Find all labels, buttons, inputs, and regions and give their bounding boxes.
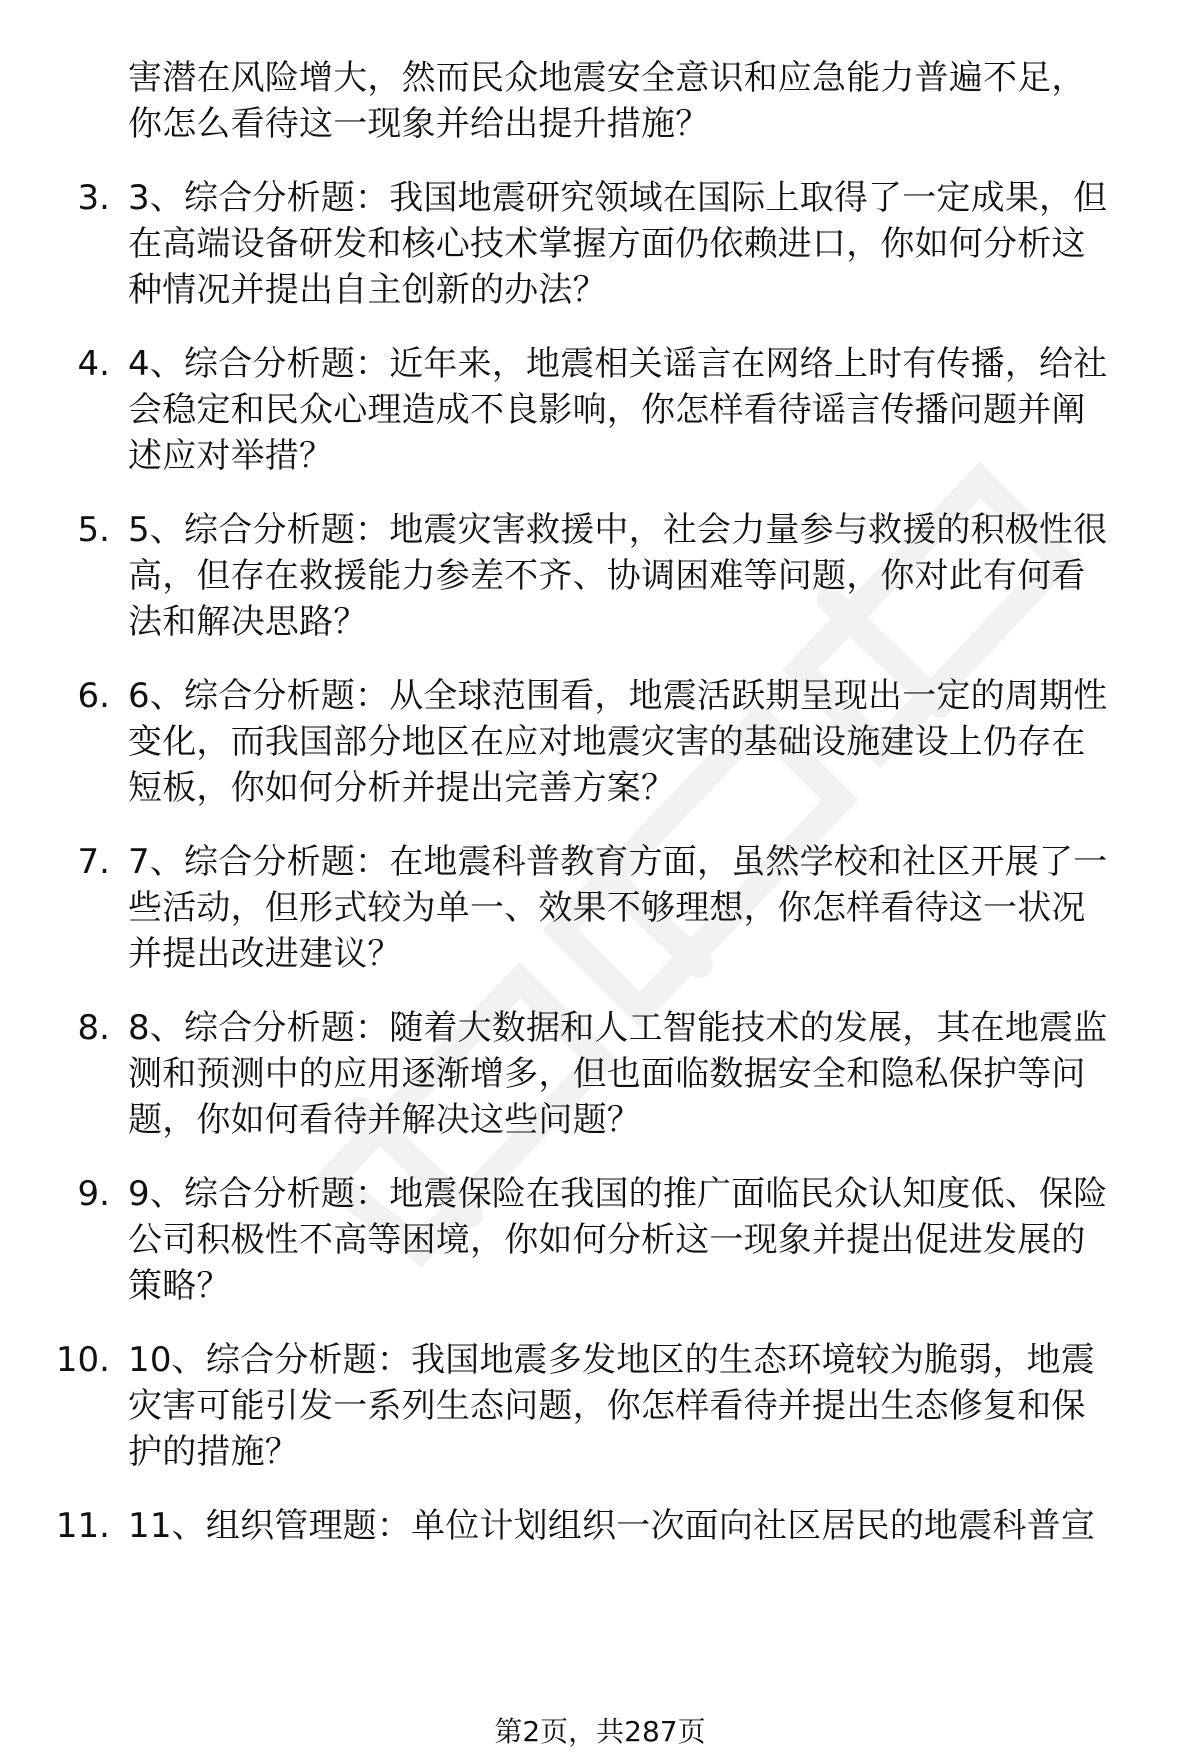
item-text-line: 灾害可能引发一系列生态问题，你怎样看待并提出生态修复和保 <box>128 1386 1086 1426</box>
item-text-line: 4、综合分析题：近年来，地震相关谣言在网络上时有传播，给社 <box>128 344 1108 384</box>
item-text-line: 测和预测中的应用逐渐增多，但也面临数据安全和隐私保护等问 <box>128 1054 1086 1094</box>
continuation-line-2: 你怎么看待这一现象并给出提升措施？ <box>128 104 710 144</box>
item-number: 11. <box>55 1506 110 1546</box>
item-text-line: 并提出改进建议？ <box>128 934 402 974</box>
item-number: 10. <box>55 1340 110 1380</box>
item-text-line: 6、综合分析题：从全球范围看，地震活跃期呈现出一定的周期性 <box>128 676 1108 716</box>
page-footer: 第2页，共287页 <box>494 1715 706 1748</box>
item-number: 7. <box>77 842 110 882</box>
item-text-line: 变化，而我国部分地区在应对地震灾害的基础设施建设上仍存在 <box>128 722 1086 762</box>
continuation-line-1: 害潜在风险增大，然而民众地震安全意识和应急能力普遍不足， <box>128 58 1086 98</box>
item-text-line: 短板，你如何分析并提出完善方案？ <box>128 768 676 808</box>
item-number: 6. <box>77 676 110 716</box>
item-number: 8. <box>77 1008 110 1048</box>
item-number: 4. <box>77 344 110 384</box>
item-text-line: 公司积极性不高等困境，你如何分析这一现象并提出促进发展的 <box>128 1220 1086 1260</box>
item-text-line: 护的措施？ <box>128 1432 299 1472</box>
item-text-line: 8、综合分析题：随着大数据和人工智能技术的发展，其在地震监 <box>128 1008 1108 1048</box>
item-number: 3. <box>77 178 110 218</box>
item-text-line: 5、综合分析题：地震灾害救援中，社会力量参与救援的积极性很 <box>128 510 1108 550</box>
item-text-line: 7、综合分析题：在地震科普教育方面，虽然学校和社区开展了一 <box>128 842 1108 882</box>
item-text-line: 策略？ <box>128 1266 231 1306</box>
item-number: 5. <box>77 510 110 550</box>
item-text-line: 在高端设备研发和核心技术掌握方面仍依赖进口，你如何分析这 <box>128 224 1086 264</box>
item-text-line: 高，但存在救援能力参差不齐、协调困难等问题，你对此有何看 <box>128 556 1086 596</box>
item-text-line: 会稳定和民众心理造成不良影响，你怎样看待谣言传播问题并阐 <box>128 390 1086 430</box>
item-number: 9. <box>77 1174 110 1214</box>
item-text-line: 些活动，但形式较为单一、效果不够理想，你怎样看待这一状况 <box>128 888 1086 928</box>
item-text-line: 11、组织管理题：单位计划组织一次面向社区居民的地震科普宣 <box>128 1506 1096 1546</box>
item-text-line: 10、综合分析题：我国地震多发地区的生态环境较为脆弱，地震 <box>128 1340 1096 1380</box>
item-text-line: 9、综合分析题：地震保险在我国的推广面临民众认知度低、保险 <box>128 1174 1108 1214</box>
item-text-line: 法和解决思路？ <box>128 602 368 642</box>
item-text-line: 述应对举措？ <box>128 436 334 476</box>
item-text-line: 种情况并提出自主创新的办法？ <box>128 270 607 310</box>
item-text-line: 3、综合分析题：我国地震研究领域在国际上取得了一定成果，但 <box>128 178 1108 218</box>
item-text-line: 题，你如何看待并解决这些问题？ <box>128 1100 641 1140</box>
